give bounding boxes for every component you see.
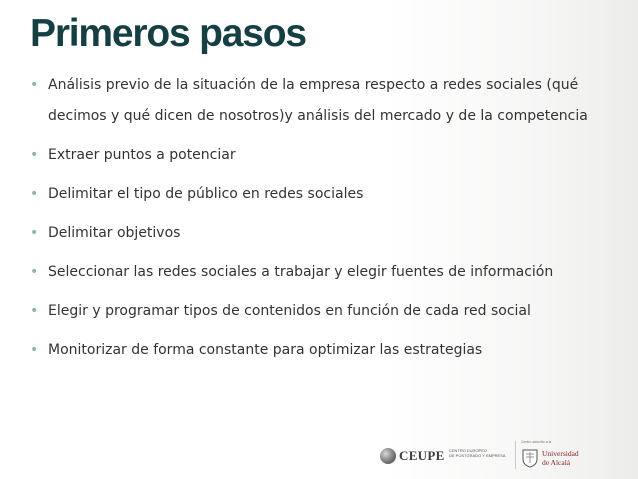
bullet-item — [30, 296, 630, 327]
footer-logos — [378, 437, 594, 471]
uah-small-label: Centro adscrito a la — [521, 440, 552, 444]
bullet-dot: • — [30, 186, 39, 202]
bullet-dot: • — [30, 147, 39, 163]
bullet-text: Monitorizar de forma constante para optimizar las estrategias — [48, 342, 483, 358]
ceupe-logo-icon — [380, 448, 396, 464]
bullet-dot: • — [30, 225, 39, 241]
bullet-text: Seleccionar las redes sociales a trabajar y elegir fuentes de información — [48, 264, 554, 280]
bullet-item — [30, 335, 630, 366]
universidad-alcala-crest-icon — [521, 448, 539, 468]
bullet-dot: • — [30, 342, 39, 358]
uah-name: Universidad de Alcalá — [542, 449, 579, 467]
bullet-dot: • — [30, 303, 39, 319]
slide-title: Primeros pasos — [30, 12, 306, 55]
logo-divider — [515, 441, 516, 469]
ceupe-logo-text: CEUPE — [399, 448, 445, 463]
bullet-text: Delimitar el tipo de público en redes sociales — [48, 186, 364, 202]
bullet-text: Extraer puntos a potenciar — [48, 147, 236, 163]
bullet-list — [30, 70, 630, 374]
bullet-item — [30, 70, 630, 132]
bullet-dot: • — [30, 264, 39, 280]
bullet-item — [30, 179, 630, 210]
bullet-item — [30, 218, 630, 249]
bullet-text: Análisis previo de la situación de la empresa respecto a redes sociales (qué decimos y qué dicen de nosotros)y análisis del mercado y de la competencia — [48, 77, 588, 124]
ceupe-subtitle: CENTRO EUROPEO DE POSTGRADO Y EMPRESA — [449, 448, 506, 458]
bullet-text: Delimitar objetivos — [48, 225, 181, 241]
bullet-item — [30, 257, 630, 288]
bullet-dot: • — [30, 77, 39, 93]
bullet-text: Elegir y programar tipos de contenidos en función de cada red social — [48, 303, 531, 319]
bullet-item — [30, 140, 630, 171]
